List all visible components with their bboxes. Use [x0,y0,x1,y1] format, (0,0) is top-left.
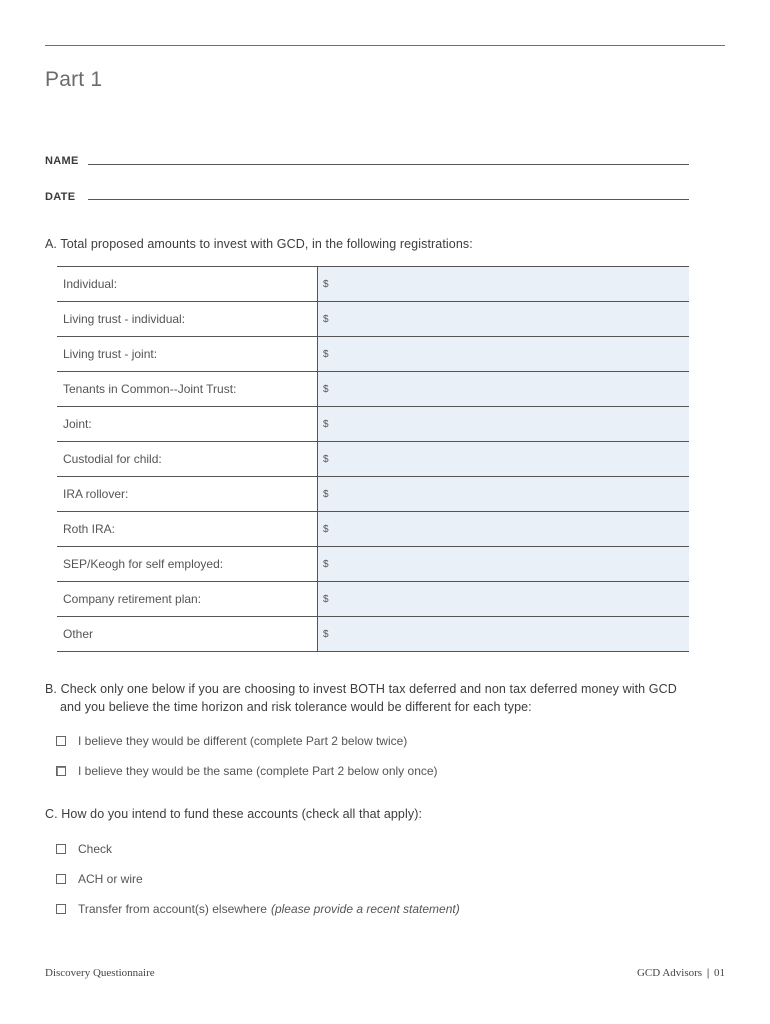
currency-symbol: $ [323,383,329,395]
option-note: (please provide a recent statement) [270,902,460,916]
date-label: DATE [45,191,76,203]
footer-brand: GCD Advisors [636,967,703,979]
row-label: Living trust - individual: [57,302,318,336]
row-label: Tenants in Common--Joint Trust: [57,372,318,406]
table-row [57,302,689,337]
amount-field[interactable] [318,372,689,406]
fund-transfer[interactable] [56,902,460,916]
amount-field[interactable] [318,337,689,371]
row-label: Company retirement plan: [57,582,318,616]
currency-symbol: $ [323,628,329,640]
amount-field[interactable] [318,267,689,301]
currency-symbol: $ [323,418,329,430]
top-divider [45,45,725,46]
amount-field[interactable] [318,617,689,651]
checkbox[interactable] [56,766,66,776]
section-b-heading-line1: B. Check only one below if you are choosing to invest BOTH tax deferred and non tax deferred money with GCD [45,682,677,696]
currency-symbol: $ [323,348,329,360]
table-row [57,617,689,652]
checkbox[interactable] [56,874,66,884]
fund-ach-wire[interactable] [56,872,143,886]
row-label: Individual: [57,267,318,301]
option-label: Check [78,842,113,856]
table-row [57,407,689,442]
amount-field[interactable] [318,512,689,546]
currency-symbol: $ [323,453,329,465]
option-label: I believe they would be different (complete Part 2 below twice) [78,734,408,748]
footer-page-info [637,967,725,979]
row-label: Custodial for child: [57,442,318,476]
amount-field[interactable] [318,302,689,336]
option-same[interactable] [56,764,438,778]
table-row [57,337,689,372]
section-b-heading-line2: and you believe the time horizon and risk tolerance would be different for each type: [60,700,532,714]
table-row [57,267,689,302]
option-label: ACH or wire [78,872,143,886]
name-field[interactable] [88,164,689,165]
amount-field[interactable] [318,582,689,616]
table-row [57,582,689,617]
table-row [57,442,689,477]
amount-field[interactable] [318,442,689,476]
currency-symbol: $ [323,488,329,500]
date-field[interactable] [88,199,689,200]
section-b-heading [45,680,695,716]
table-row [57,512,689,547]
option-label: I believe they would be the same (complete Part 2 below only once) [78,764,438,778]
row-label: Joint: [57,407,318,441]
amount-field[interactable] [318,477,689,511]
currency-symbol: $ [323,593,329,605]
name-label: NAME [45,155,79,167]
row-label: Roth IRA: [57,512,318,546]
table-row [57,372,689,407]
currency-symbol: $ [323,278,329,290]
currency-symbol: $ [323,523,329,535]
checkbox[interactable] [56,904,66,914]
checkbox[interactable] [56,736,66,746]
row-label: Other [57,617,318,651]
table-row [57,477,689,512]
page-number: 01 [714,967,725,979]
currency-symbol: $ [323,313,329,325]
fund-check[interactable] [56,842,112,856]
checkbox[interactable] [56,844,66,854]
currency-symbol: $ [323,558,329,570]
footer-separator: | [706,967,710,979]
row-label: IRA rollover: [57,477,318,511]
section-a-heading: A. Total proposed amounts to invest with GCD, in the following registrations: [45,237,473,251]
row-label: SEP/Keogh for self employed: [57,547,318,581]
option-different[interactable] [56,734,407,748]
footer-document-title: Discovery Questionnaire [45,967,155,979]
section-c-heading: C. How do you intend to fund these accounts (check all that apply): [45,807,423,821]
amount-field[interactable] [318,407,689,441]
row-label: Living trust - joint: [57,337,318,371]
page-title: Part 1 [45,68,103,91]
registrations-table [57,266,689,652]
table-row [57,547,689,582]
amount-field[interactable] [318,547,689,581]
option-label: Transfer from account(s) elsewhere [78,902,267,916]
